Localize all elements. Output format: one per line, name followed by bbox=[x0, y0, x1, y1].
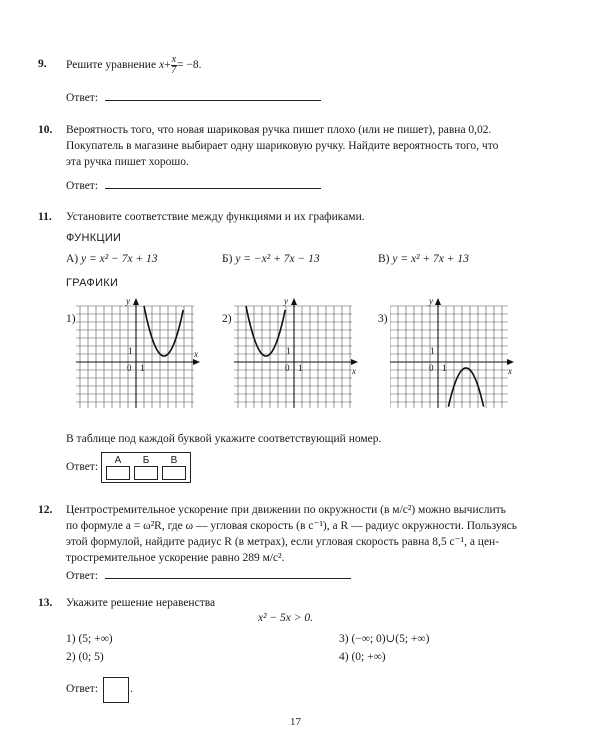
graph-1-one-y: 1 bbox=[128, 346, 133, 356]
q11-function-v-formula: y = x² + 7x + 13 bbox=[392, 253, 469, 265]
graph-1 bbox=[76, 296, 206, 415]
graph-3-parabola bbox=[448, 368, 483, 407]
q11-table-instruction: В таблице под каждой буквой укажите соответствующий номер. bbox=[66, 433, 382, 445]
q9-eq-x: x bbox=[158, 59, 165, 71]
q10-answer bbox=[66, 178, 321, 192]
graph-1-one-x: 1 bbox=[140, 363, 145, 373]
q11-graphs-heading: ГРАФИКИ bbox=[66, 277, 119, 289]
q12-answer-line[interactable] bbox=[105, 568, 351, 579]
q12-number: 12. bbox=[38, 504, 53, 516]
graph-3-grid bbox=[390, 306, 508, 408]
q10-answer-label: Ответ: bbox=[66, 180, 99, 192]
q11-number: 11. bbox=[38, 211, 52, 223]
graph-3-x-arrow bbox=[507, 359, 514, 365]
graph-1-svg bbox=[76, 296, 206, 412]
q9-text bbox=[66, 52, 202, 78]
q10-line-2: Покупатель в магазине выбирает одну шариковую ручку. Найдите вероятность того, что bbox=[66, 140, 499, 152]
graph-1-x-arrow bbox=[193, 359, 200, 365]
q9-frac-num: x bbox=[171, 53, 177, 65]
q11-function-v-label: В) bbox=[378, 253, 390, 265]
q9-prompt: Решите уравнение bbox=[66, 59, 157, 71]
q11-function-v bbox=[378, 253, 469, 265]
q12-line-1: Центростремительное ускорение при движении по окружности (в м/с²) можно вычислить bbox=[66, 504, 506, 516]
q11-function-a-formula: y = x² − 7x + 13 bbox=[81, 253, 158, 265]
graph-3 bbox=[390, 296, 520, 415]
table-cell-v bbox=[160, 466, 188, 480]
graph-3-zero: 0 bbox=[429, 363, 434, 373]
q11-function-b-formula: y = −x² + 7x − 13 bbox=[235, 253, 320, 265]
q13-answer-box[interactable] bbox=[103, 677, 129, 703]
page-number: 17 bbox=[290, 716, 301, 728]
q13-option-1[interactable]: 1) (5; +∞) bbox=[66, 633, 113, 645]
q9-number: 9. bbox=[38, 58, 47, 70]
q11-answer-label: Ответ: bbox=[66, 461, 99, 473]
graph-2-x-label: x bbox=[352, 366, 356, 376]
answer-box-a[interactable] bbox=[106, 466, 130, 480]
q13-option-3[interactable]: 3) (−∞; 0)∪(5; +∞) bbox=[339, 633, 430, 645]
graph-1-label: 1) bbox=[66, 313, 76, 325]
graph-2-label: 2) bbox=[222, 313, 232, 325]
answer-box-b[interactable] bbox=[134, 466, 158, 480]
graph-2-zero: 0 bbox=[285, 363, 290, 373]
q10-answer-line[interactable] bbox=[105, 178, 321, 189]
q13-option-4[interactable]: 4) (0; +∞) bbox=[339, 651, 386, 663]
graph-1-x-label: x bbox=[194, 349, 198, 359]
q9-eq-rest: = −8. bbox=[177, 59, 202, 71]
q9-answer-label: Ответ: bbox=[66, 92, 99, 104]
abc-table bbox=[104, 454, 188, 480]
table-header-a: А bbox=[114, 454, 122, 466]
graph-3-x-label: x bbox=[508, 366, 512, 376]
q13-text: Укажите решение неравенства bbox=[66, 597, 216, 609]
graph-3-svg bbox=[390, 296, 520, 412]
q10-text bbox=[66, 122, 566, 170]
graph-2-y-arrow bbox=[291, 298, 297, 305]
table-cell-b bbox=[132, 466, 160, 480]
graph-3-y-label: y bbox=[429, 296, 433, 306]
graph-3-y-arrow bbox=[435, 298, 441, 305]
graph-3-label: 3) bbox=[378, 313, 388, 325]
graph-2-x-arrow bbox=[351, 359, 358, 365]
graph-1-y-arrow bbox=[133, 298, 139, 305]
q11-function-a bbox=[66, 253, 158, 265]
q12-line-2: по формуле a = ω²R, где ω — угловая скорость (в с⁻¹), а R — радиус окружности. Пользуясь bbox=[66, 520, 517, 532]
q13-option-2[interactable]: 2) (0; 5) bbox=[66, 651, 104, 663]
q13-number: 13. bbox=[38, 597, 53, 609]
q10-number: 10. bbox=[38, 124, 53, 136]
q11-function-b bbox=[222, 253, 320, 265]
q11-answer-table bbox=[101, 452, 191, 483]
table-cell-a bbox=[104, 466, 132, 480]
q12-answer bbox=[66, 568, 351, 582]
q13-inequality: x² − 5x > 0. bbox=[258, 612, 314, 624]
graph-3-one-x: 1 bbox=[442, 363, 447, 373]
q12-line-4: тростремительное ускорение равно 289 м/с². bbox=[66, 552, 285, 564]
q12-line-3: этой формулой, найдите радиус R (в метрах), если угловая скорость равна 8,5 с⁻¹, а цен- bbox=[66, 536, 500, 548]
graph-2-y-label: y bbox=[284, 296, 288, 306]
table-header-v: В bbox=[170, 454, 178, 466]
answer-box-v[interactable] bbox=[162, 466, 186, 480]
q11-function-a-label: А) bbox=[66, 253, 79, 265]
q9-answer bbox=[66, 90, 321, 104]
table-header-b: Б bbox=[142, 454, 150, 466]
q9-frac-den: 7 bbox=[171, 64, 177, 76]
graph-2-one-x: 1 bbox=[298, 363, 303, 373]
graph-3-one-y: 1 bbox=[430, 346, 435, 356]
q11-text: Установите соответствие между функциями и их графиками. bbox=[66, 211, 365, 223]
q12-text bbox=[66, 502, 576, 566]
q12-answer-label: Ответ: bbox=[66, 570, 99, 582]
graph-2-grid bbox=[234, 306, 352, 408]
q9-answer-line[interactable] bbox=[105, 90, 321, 101]
q13-answer-period: . bbox=[130, 683, 133, 695]
q11-function-b-label: Б) bbox=[222, 253, 233, 265]
graph-1-parabola bbox=[144, 306, 183, 356]
q10-line-1: Вероятность того, что новая шариковая ручка пишет плохо (или не пишет), равна 0,02. bbox=[66, 124, 492, 136]
q13-answer-label: Ответ: bbox=[66, 683, 99, 695]
graph-1-y-label: y bbox=[126, 296, 130, 306]
graph-2 bbox=[234, 296, 364, 415]
q9-eq-plus: + bbox=[164, 59, 171, 71]
graph-2-one-y: 1 bbox=[286, 346, 291, 356]
graph-2-svg bbox=[234, 296, 364, 412]
graph-1-zero: 0 bbox=[127, 363, 132, 373]
q10-line-3: эта ручка пишет хорошо. bbox=[66, 156, 189, 168]
graph-2-parabola bbox=[246, 306, 285, 356]
q11-functions-heading: ФУНКЦИИ bbox=[66, 232, 122, 244]
graph-1-grid bbox=[76, 306, 194, 408]
